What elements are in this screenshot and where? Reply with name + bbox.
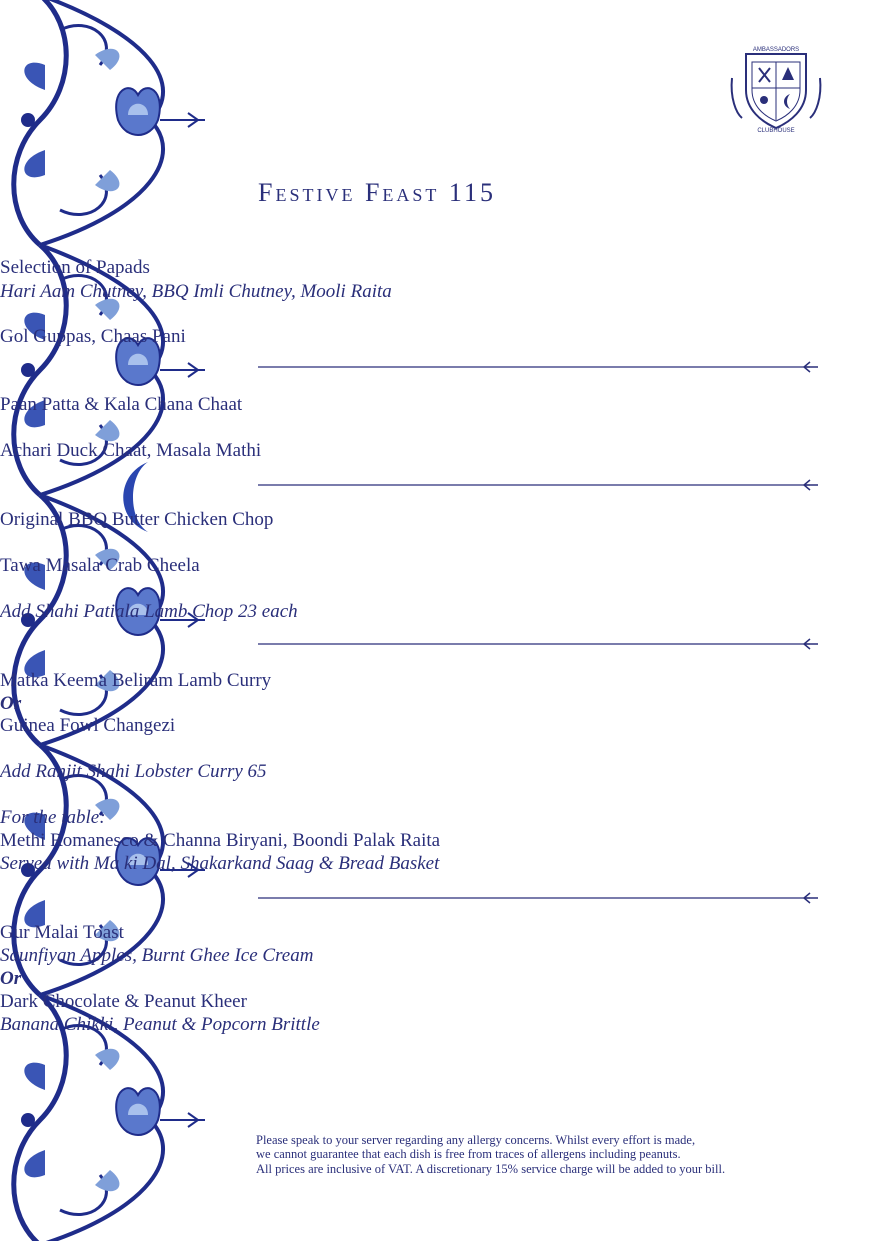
logo-top-text: AMBASSADORS (752, 47, 800, 53)
menu-item-lamb-curry: Matka Keema Beliram Lamb Curry (0, 670, 272, 691)
section-divider (258, 479, 818, 491)
menu-item-kheer: Dark Chocolate & Peanut Kheer (0, 991, 247, 1012)
menu-item-guinea-fowl: Guinea Fowl Changezi (0, 715, 176, 736)
menu-item-achari-duck: Achari Duck Chaat, Masala Mathi (0, 440, 262, 461)
menu-item-kheer-desc: Banana Chikki, Peanut & Popcorn Brittle (0, 1014, 320, 1035)
menu-table-label: For the table: (0, 807, 106, 828)
menu-item-papads-desc: Hari Aam Chutney, BBQ Imli Chutney, Mooli Raita (0, 281, 392, 302)
menu-item-gur-malai: Gur Malai Toast (0, 922, 124, 943)
logo-bottom-text: CLUBHOUSE (757, 128, 795, 134)
menu-or-separator: Or (0, 968, 22, 989)
allergy-note-line2: we cannot guarantee that each dish is free from traces of allergens including peanuts. (256, 1147, 681, 1161)
menu-item-biryani: Methi Romanesco & Channa Biryani, Boondi Palak Raita (0, 830, 441, 851)
menu-item-paan-patta: Paan Patta & Kala Chana Chaat (0, 394, 243, 415)
section-divider (258, 361, 818, 373)
menu-addon-lamb-chop: Add Shahi Patiala Lamb Chop 23 each (0, 601, 298, 622)
menu-addon-lobster: Add Ranjit Shahi Lobster Curry 65 (0, 761, 267, 782)
allergy-note-line1: Please speak to your server regarding any allergy concerns. Whilst every effort is made, (256, 1133, 696, 1147)
crest-logo (728, 38, 824, 134)
menu-item-papads: Selection of Papads (0, 257, 150, 278)
menu-title: Festive Feast 115 (258, 178, 496, 207)
menu-item-butter-chicken: Original BBQ Butter Chicken Chop (0, 509, 274, 530)
menu-or-separator: Or (0, 693, 22, 714)
menu-item-gur-malai-desc: Saunfiyan Apples, Burnt Ghee Ice Cream (0, 945, 314, 966)
menu-item-biryani-desc: Served with Ma ki Dal, Shakarkand Saag & Bread Basket (0, 853, 440, 874)
vat-note: All prices are inclusive of VAT. A discretionary 15% service charge will be added to your bill. (256, 1162, 726, 1176)
section-divider (258, 638, 818, 650)
menu-item-gol-guppas: Gol Guppas, Chaas Pani (0, 326, 186, 347)
menu-item-crab-cheela: Tawa Masala Crab Cheela (0, 555, 200, 576)
section-divider (258, 892, 818, 904)
